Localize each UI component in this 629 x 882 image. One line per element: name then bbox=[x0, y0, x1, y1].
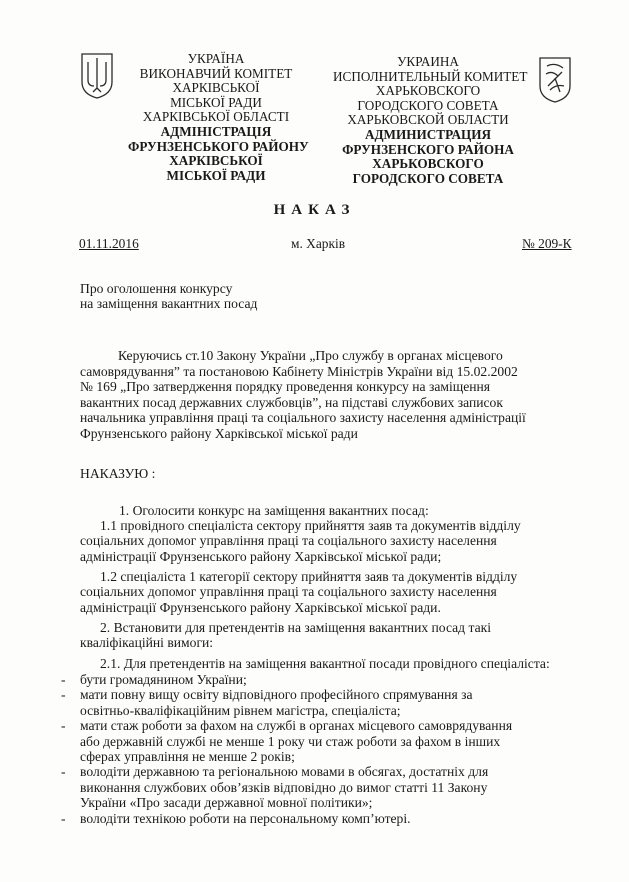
header-ru-line: ХАРЬКОВСКОЙ ОБЛАСТИ bbox=[347, 112, 509, 128]
preamble-line: вакантних посад державних службовців”, на підставі службових записок bbox=[80, 394, 503, 410]
order-item bbox=[80, 518, 583, 564]
preamble-line: Фрунзенського району Харківської міської ради bbox=[80, 425, 358, 441]
header-ru-line: ХАРЬКОВСКОГО bbox=[375, 83, 481, 99]
requirement-line: - володіти технікою роботи на персональному комп’ютері. bbox=[80, 810, 411, 826]
requirement-line: виконання службових обов’язків відповідно до вимог статті 11 Закону bbox=[80, 779, 488, 795]
preamble-line: Керуючись ст.10 Закону України „Про службу в органах місцевого bbox=[118, 348, 503, 363]
order-item bbox=[80, 569, 583, 615]
requirement-item bbox=[80, 687, 583, 718]
header-russian bbox=[333, 54, 528, 186]
preamble-line: самоврядування” та постановою Кабінету Міністрів України від 15.02.2002 bbox=[80, 363, 518, 379]
order-item-line: адміністрації Фрунзенського району Харківської міської ради; bbox=[80, 548, 442, 564]
order-item-line: кваліфікаційні вимоги: bbox=[80, 635, 214, 651]
trident-emblem-icon bbox=[80, 52, 114, 100]
preamble-line: начальника управління праці та соціального захисту населення адміністрації bbox=[80, 410, 526, 426]
preamble-paragraph bbox=[80, 348, 583, 442]
order-subject bbox=[80, 281, 257, 312]
kharkiv-coat-of-arms-icon bbox=[538, 56, 572, 104]
subject-line: на заміщення вакантних посад bbox=[80, 296, 258, 312]
order-item-line: 2.1. Для претендентів на заміщення вакантної посади провідного спеціаліста: bbox=[100, 656, 550, 671]
order-item-line: 1.2 спеціаліста 1 категорії сектору прийняття заяв та документів відділу bbox=[100, 569, 518, 584]
header-ua-bold-line: АДМІНІСТРАЦІЯ bbox=[160, 123, 272, 139]
header-ru-bold-line: ГОРОДСКОГО СОВЕТА bbox=[352, 170, 504, 186]
header-ua-line: МІСЬКОЇ РАДИ bbox=[170, 94, 262, 110]
header-ua-bold-line: ХАРКІВСЬКОЇ bbox=[169, 153, 263, 169]
header-ua-line: УКРАЇНА bbox=[187, 51, 245, 66]
header-ua-bold-line: ФРУНЗЕНСЬКОГО РАЙОНУ bbox=[128, 138, 309, 154]
header-ru-bold-line: АДМИНИСТРАЦИЯ bbox=[364, 126, 492, 142]
requirement-line: - мати повну вищу освіту відповідного професійного спрямування за bbox=[80, 687, 473, 703]
subject-line: Про оголошення конкурсу bbox=[80, 281, 233, 296]
requirement-line: України «Про засади державної мовної політики»; bbox=[80, 795, 373, 811]
order-item-line: 2. Встановити для претендентів на заміщення вакантних посад такі bbox=[100, 620, 492, 635]
requirement-item bbox=[80, 811, 583, 826]
header-ua-line: ХАРКІВСЬКОЇ ОБЛАСТІ bbox=[142, 109, 290, 125]
preamble-line: № 169 „Про затвердження порядку проведення конкурсу на заміщення bbox=[80, 379, 491, 395]
header-ru-line: ИСПОЛНИТЕЛЬНЫЙ КОМИТЕТ bbox=[333, 68, 528, 84]
order-item-line: соціальних допомог управління праці та соціального захисту населення bbox=[80, 584, 497, 600]
requirement-line: або державній службі не менше 1 року чи стаж роботи за фахом в інших bbox=[80, 733, 501, 749]
header-ua-line: ВИКОНАВЧИЙ КОМІТЕТ bbox=[139, 65, 293, 81]
header-ukrainian bbox=[128, 51, 309, 183]
requirement-item bbox=[80, 672, 583, 687]
requirement-line: освітньо-кваліфікаційним рівнем магістра, спеціаліста; bbox=[80, 702, 401, 718]
requirement-item bbox=[80, 764, 583, 810]
order-item bbox=[100, 656, 550, 671]
order-item bbox=[119, 503, 429, 518]
document-title: НАКАЗ bbox=[273, 202, 356, 218]
order-word: НАКАЗУЮ : bbox=[80, 466, 156, 481]
requirement-line: - бути громадянином України; bbox=[80, 672, 247, 687]
header-ua-line: ХАРКІВСЬКОЇ bbox=[172, 80, 260, 96]
requirement-line: - мати стаж роботи за фахом на службі в органах місцевого самоврядування bbox=[80, 718, 513, 734]
order-item-line: 1.1 провідного спеціаліста сектору прийняття заяв та документів відділу bbox=[100, 518, 521, 533]
order-item-line: соціальних допомог управління праці та соціального захисту населення bbox=[80, 533, 497, 549]
order-item-line: адміністрації Фрунзенського району Харківської міської ради. bbox=[80, 599, 441, 615]
header-ua-bold-line: МІСЬКОЇ РАДИ bbox=[166, 167, 266, 183]
header-ru-line: ГОРОДСКОГО СОВЕТА bbox=[357, 97, 499, 113]
requirement-line: сферах управління не менше 2 років; bbox=[80, 749, 295, 765]
order-item-line: 1. Оголосити конкурс на заміщення вакантних посад: bbox=[119, 503, 429, 518]
requirement-line: - володіти державною та регіональною мовами в обсягах, достатніх для bbox=[80, 764, 489, 780]
header-ru-bold-line: ФРУНЗЕНСКОГО РАЙОНА bbox=[342, 141, 514, 157]
header-ru-line: УКРАИНА bbox=[397, 54, 459, 69]
order-item bbox=[80, 620, 583, 651]
requirement-item bbox=[80, 718, 583, 764]
order-number: № 209-К bbox=[522, 236, 572, 251]
order-city: м. Харків bbox=[291, 236, 346, 251]
header-ru-bold-line: ХАРЬКОВСКОГО bbox=[372, 156, 484, 172]
requirements-list bbox=[80, 672, 583, 826]
order-date: 01.11.2016 bbox=[79, 236, 139, 251]
